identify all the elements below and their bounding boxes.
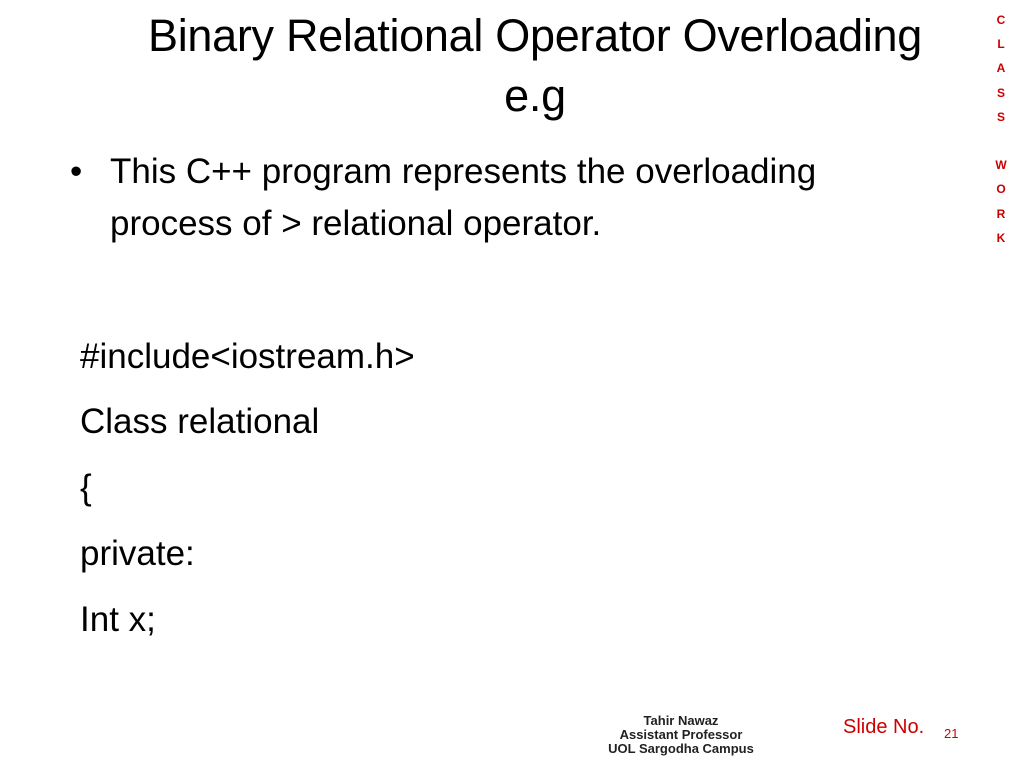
slide-title-line2: e.g xyxy=(504,70,566,121)
code-line-include: #include<iostream.h> xyxy=(80,337,415,376)
side-letter: S xyxy=(996,109,1005,124)
side-letter: K xyxy=(996,230,1006,245)
author-title: Assistant Professor xyxy=(619,727,743,742)
side-letter: O xyxy=(996,182,1006,197)
side-letter: W xyxy=(995,158,1007,173)
slide-number: 21 xyxy=(944,726,959,741)
slide-title xyxy=(70,6,1000,126)
bullet-text-line2: process of > relational operator. xyxy=(110,204,602,243)
bullet-text-line1: This C++ program represents the overloading xyxy=(110,152,817,191)
class-work-vertical-label xyxy=(990,8,1012,250)
author-signature xyxy=(570,714,792,756)
author-name: Tahir Nawaz xyxy=(643,713,719,728)
bullet-text xyxy=(110,146,816,250)
slide-number-label: Slide No. xyxy=(843,716,925,738)
code-line-int-x: Int x; xyxy=(80,600,156,639)
side-letter: A xyxy=(996,61,1006,76)
side-letter: R xyxy=(996,206,1006,221)
side-letter: C xyxy=(996,13,1006,27)
code-line-private: private: xyxy=(80,534,195,573)
author-campus: UOL Sargodha Campus xyxy=(608,741,754,756)
side-letter: L xyxy=(997,37,1005,52)
slide-title-line1: Binary Relational Operator Overloading xyxy=(147,10,922,61)
bullet-marker: • xyxy=(70,152,83,191)
side-letter-spacer xyxy=(990,129,1012,153)
code-line-class: Class relational xyxy=(80,402,320,441)
bullet-item xyxy=(70,146,960,250)
side-letter: S xyxy=(996,85,1005,100)
code-line-open-brace: { xyxy=(80,468,92,507)
